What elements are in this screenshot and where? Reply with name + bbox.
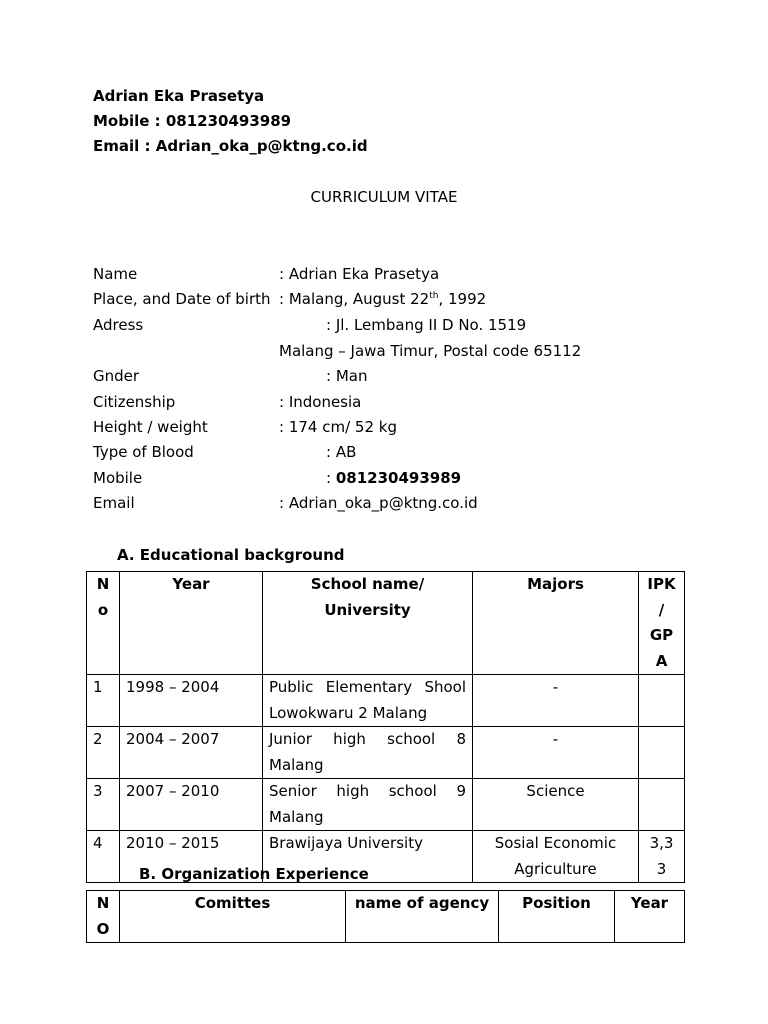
address-label: Adress [93, 316, 144, 334]
applicant-name: Adrian Eka Prasetya [93, 87, 265, 105]
col-header-school: School name/ University [263, 572, 473, 675]
citizenship-value: : Indonesia [279, 393, 362, 411]
organization-heading: B. Organization Experience [139, 865, 369, 883]
email-value: : Adrian_oka_p@ktng.co.id [279, 494, 478, 512]
header-mobile: Mobile : 081230493989 [93, 112, 292, 130]
height-weight-label: Height / weight [93, 418, 208, 436]
col-header-year: Year [615, 891, 685, 943]
education-header-row [87, 572, 685, 675]
cell-school: Brawijaya University [263, 831, 473, 883]
name-label: Name [93, 265, 138, 283]
header-email: Email : Adrian_oka_p@ktng.co.id [93, 137, 368, 155]
cell-year: 2004 – 2007 [120, 727, 263, 779]
col-header-comittes: Comittes [120, 891, 346, 943]
name-value: : Adrian Eka Prasetya [279, 265, 440, 283]
cell-year: 1998 – 2004 [120, 675, 263, 727]
cell-gpa: 3,3 3 [639, 831, 685, 883]
birth-day-suffix: th [429, 291, 439, 301]
col-header-majors: Majors [473, 572, 639, 675]
table-row [87, 779, 685, 831]
cell-school: Public Elementary Shool Lowokwaru 2 Malang [263, 675, 473, 727]
education-table [86, 571, 685, 883]
gender-label: Gnder [93, 367, 140, 385]
education-heading: A. Educational background [117, 546, 345, 564]
mobile-value: : 081230493989 [326, 469, 462, 487]
cell-majors: Sosial Economic Agriculture [473, 831, 639, 883]
col-header-agency: name of agency [346, 891, 499, 943]
organization-table [86, 890, 685, 943]
cell-majors: - [473, 675, 639, 727]
mobile-label: Mobile [93, 469, 143, 487]
cell-no: 1 [87, 675, 120, 727]
address-value-line1: : Jl. Lembang II D No. 1519 [326, 316, 527, 334]
cell-school: Junior high school 8 Malang [263, 727, 473, 779]
cell-no: 3 [87, 779, 120, 831]
cell-no: 2 [87, 727, 120, 779]
cell-school: Senior high school 9 Malang [263, 779, 473, 831]
blood-type-label: Type of Blood [93, 443, 194, 461]
col-header-no: N O [87, 891, 120, 943]
cell-majors: - [473, 727, 639, 779]
gender-value: : Man [326, 367, 368, 385]
birth-label: Place, and Date of birth [93, 290, 271, 308]
blood-type-value: : AB [326, 443, 357, 461]
cell-gpa [639, 727, 685, 779]
col-header-gpa: IPK / GP A [639, 572, 685, 675]
col-header-year: Year [120, 572, 263, 675]
address-value-line2: Malang – Jawa Timur, Postal code 65112 [279, 342, 582, 360]
table-row [87, 675, 685, 727]
col-header-position: Position [499, 891, 615, 943]
col-header-no: N o [87, 572, 120, 675]
cell-no: 4 [87, 831, 120, 883]
organization-header-row [87, 891, 685, 943]
cell-gpa [639, 675, 685, 727]
height-weight-value: : 174 cm/ 52 kg [279, 418, 397, 436]
email-label: Email [93, 494, 135, 512]
cell-year: 2010 – 2015 [120, 831, 263, 883]
cell-year: 2007 – 2010 [120, 779, 263, 831]
cell-majors: Science [473, 779, 639, 831]
birth-value: : Malang, August 22th, 1992 [279, 290, 487, 308]
cell-gpa [639, 779, 685, 831]
document-title: CURRICULUM VITAE [310, 188, 458, 206]
table-row [87, 727, 685, 779]
citizenship-label: Citizenship [93, 393, 176, 411]
